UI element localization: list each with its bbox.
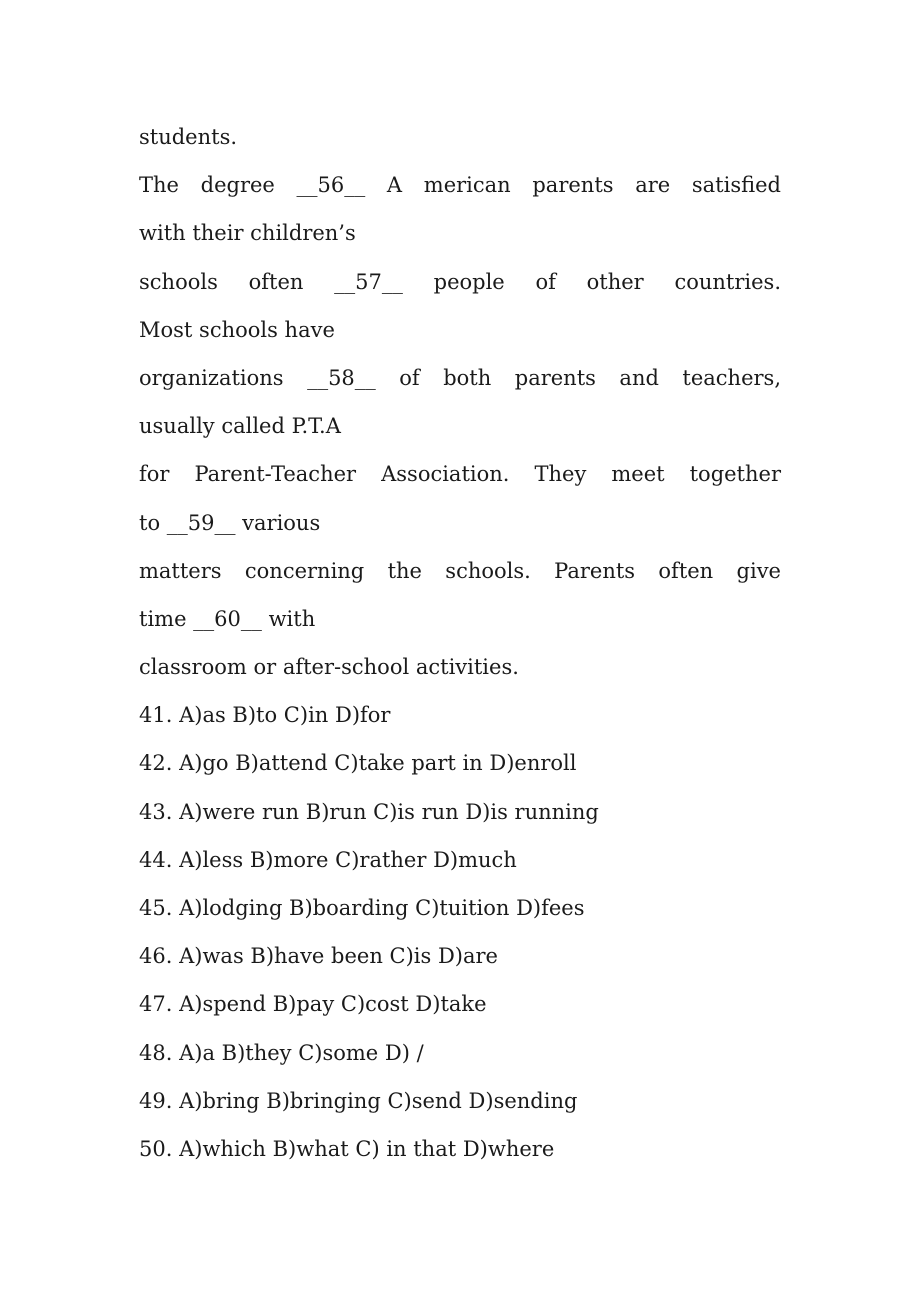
question-options: A)lodging B)boarding C)tuition D)fees — [179, 896, 585, 920]
question-options: A)which B)what C) in that D)where — [179, 1136, 555, 1161]
passage-line: usually called P.T.A — [139, 414, 341, 439]
question-options: A)go B)attend C)take part in D)enroll — [179, 751, 577, 776]
question-number: 48. — [139, 1040, 173, 1065]
question-item — [139, 1125, 781, 1173]
question-item — [139, 1029, 781, 1077]
passage-line: with their children’s — [139, 221, 356, 246]
question-item — [139, 884, 781, 932]
question-number: 50. — [139, 1136, 173, 1161]
passage-line: for Parent-Teacher Association. They meet together — [139, 462, 781, 487]
question-number: 46. — [139, 944, 173, 969]
question-options: A)were run B)run C)is run D)is running — [179, 799, 599, 824]
question-list — [139, 691, 781, 1173]
question-options: A)was B)have been C)is D)are — [179, 944, 498, 969]
question-options: A)less B)more C)rather D)much — [179, 847, 517, 872]
passage-line: Most schools have — [139, 317, 335, 342]
question-options: A)as B)to C)in D)for — [179, 703, 391, 728]
question-number: 42. — [139, 751, 173, 776]
question-number: 45. — [139, 896, 173, 920]
question-item — [139, 788, 781, 836]
passage-line: matters concerning the schools. Parents often give — [139, 558, 781, 583]
question-item — [139, 1077, 781, 1125]
passage-line: organizations __58__ of both parents and teachers, — [139, 365, 781, 390]
question-number: 44. — [139, 847, 173, 872]
passage-line: time __60__ with — [139, 606, 316, 631]
question-item — [139, 739, 781, 787]
passage-line: classroom or after-school activities. — [139, 655, 519, 680]
question-number: 49. — [139, 1088, 173, 1113]
question-options: A)bring B)bringing C)send D)sending — [179, 1088, 578, 1113]
passage-text — [139, 113, 781, 691]
question-number: 47. — [139, 992, 173, 1017]
document-content — [139, 113, 781, 1173]
question-options: A)a B)they C)some D) / — [179, 1040, 424, 1065]
passage-line: The degree __56__ A merican parents are satisfied — [139, 173, 781, 198]
question-item — [139, 980, 781, 1028]
passage-line: students. — [139, 125, 238, 149]
question-number: 41. — [139, 703, 173, 728]
question-item — [139, 932, 781, 980]
question-item — [139, 691, 781, 739]
passage-line: schools often __57__ people of other countries. — [139, 269, 781, 294]
passage-line: to __59__ various — [139, 510, 321, 535]
question-item — [139, 836, 781, 884]
question-number: 43. — [139, 799, 173, 824]
question-options: A)spend B)pay C)cost D)take — [179, 992, 487, 1017]
